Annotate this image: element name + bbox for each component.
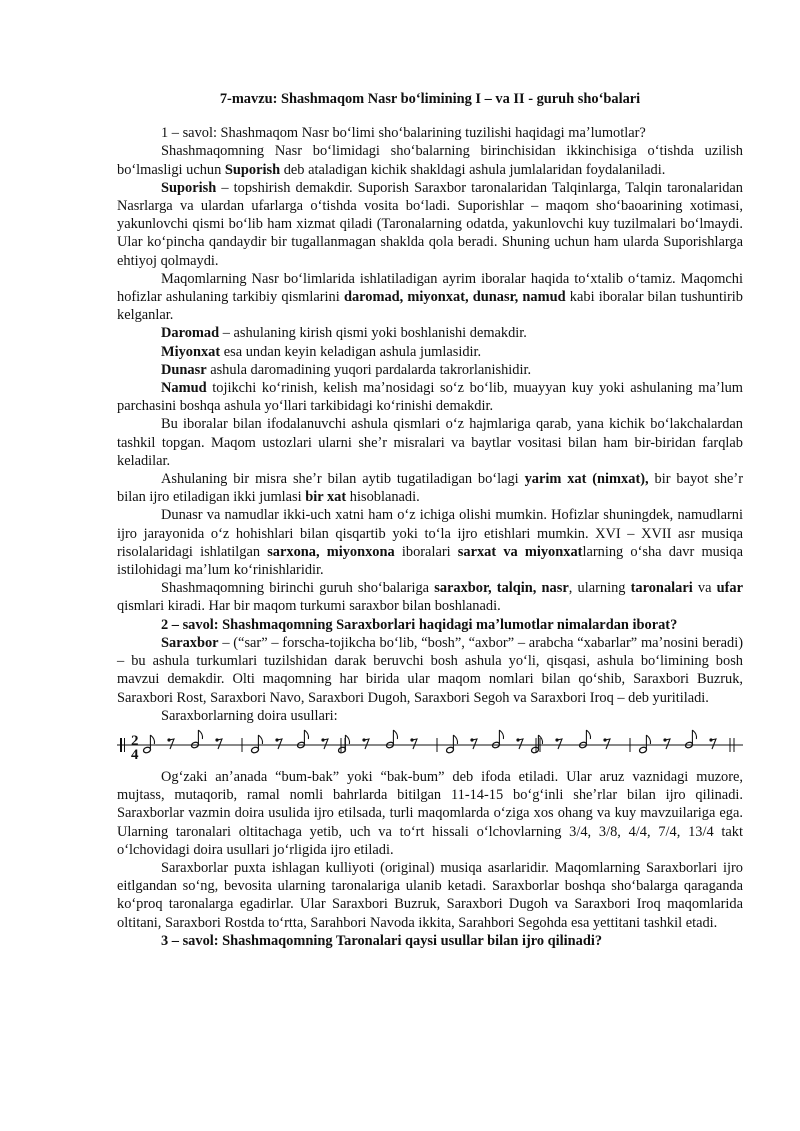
question-3: 3 – savol: Shashmaqomning Taronalari qaysi usullar bilan ijro qilinadi? bbox=[161, 932, 603, 949]
note-flag bbox=[586, 730, 590, 739]
question-2: 2 – savol: Shashmaqomning Saraxborlari haqidagi maʼlumotlar nimalardan iborat? bbox=[161, 616, 678, 633]
document-page bbox=[117, 90, 743, 950]
time-signature-bottom: 4 bbox=[131, 746, 139, 762]
note-flag bbox=[304, 730, 308, 739]
paragraph-9: Ashulaning bir misra sheʼr bilan aytib tugatiladigan boʻlagi yarim xat (nimxat), bir bayot sheʼr bilan ijro etiladigan ikki jumlasi bir xat hisoblanadi. bbox=[117, 471, 743, 506]
paragraph-namud: Namud tojikchi koʻrinish, kelish maʼnosidagi soʻz boʻlib, muayyan kuy yoki ashulaning maʼlum parchasini boshqa ashula yoʻllari tarkibidagi koʻrinishi demakdir. bbox=[117, 380, 743, 415]
question-1: 1 – savol: Shashmaqom Nasr boʻlimi shoʻbalarining tuzilishi haqidagi maʼlumotlar? bbox=[161, 125, 646, 142]
note-flag bbox=[646, 735, 650, 744]
paragraph-14: Ogʻzaki anʼanada “bum-bak” yoki “bak-bum” deb ifoda etiladi. Ular aruz vaznidagi muzore, mujtass, mutaqorib, ramal nomli bahrlarda bitilgan 11-14-15 boʻgʻinli sheʼrlar bilan ijro qilinadi. Saraxborlar vazmin doira usulida ijro etilsada, turli maqomlarda oʻziga xos ohang va kuy mavzuilariga ega. Ularning taronalari oltitachaga yetib, uch va toʻrt hissali oʻlchovlarning 3/4, 3/8, 4/4, 7/4, 13/4 takt oʻlchovidagi doira usullari joʻrligida ijro etiladi. bbox=[117, 768, 743, 858]
repeat-bar bbox=[120, 738, 122, 752]
paragraph-dunasr: Dunasr ashula daromadining yuqori pardalarda takrorlanishidir. bbox=[161, 361, 532, 378]
rhythm-marks bbox=[143, 730, 734, 754]
paragraph-10: Dunasr va namudlar ikki-uch xatni ham oʻz ichiga olishi mumkin. Hofizlar shuningdek, namudlarni ijro jarayonida oʻz hohishlari bilan qisqartib yoki toʻla ijro etishlari mumkin. XVI – XVII asr musiqa risolalaridagi ishlatilgan sarxona, miyonxona iboralari sarxat va miyonxatlarning oʻsha davr musiqa istilohidagi maʼlum koʻrinishlaridir. bbox=[117, 507, 744, 579]
note-flag bbox=[258, 735, 262, 744]
note-flag bbox=[393, 730, 397, 739]
note-flag bbox=[499, 730, 503, 739]
paragraph-miyonxat: Miyonxat esa undan keyin keladigan ashula jumlasidir. bbox=[161, 343, 482, 360]
paragraph-12: Saraxbor – (“sar” – forscha-tojikcha boʻlib, “bosh”, “axbor” – arabcha “xabarlar” maʼnosini beradi) – bu ashula turkumlari tuzilshidan darak beruvchi bosh ashula yoʻli, qisqasi, ashula boʻlimining bosh mavzui demakdir. Olti maqomning har birida ular maqom nomlari bilan qoʻshib, Saraxbori Buzruk, Saraxbori Rost, Saraxbori Navo, Saraxbori Dugoh, Saraxbori Segoh va Saraxbori Iroq – deb yuritiladi. bbox=[117, 634, 743, 706]
rhythm-notation bbox=[117, 728, 743, 762]
note-flag bbox=[453, 735, 457, 744]
paragraph-daromad: Daromad – ashulaning kirish qismi yoki boshlanishi demakdir. bbox=[161, 325, 527, 342]
rhythm-staff bbox=[117, 728, 743, 762]
paragraph-2: Suporish – topshirish demakdir. Suporish Saraxbor taronalaridan Talqinlarga, Talqin taronalaridan Nasrlarga va ulardan ufarlarga oʻtishda vosita boʻladi. Suporishlar – maqom shoʻbaoarining xotimasi, yakunlovchi qismi boʻlib ham xizmat qiladi (Taronalarning odatda, yakunlovchi kuy tuzilmalari boʻlmaydi. Ular koʻpincha qandaydir bir tugallanmagan shaklda qola beradi. Shuning uchun ham ularda Suporishlarga ehtiyoj qolmaydi. bbox=[117, 179, 743, 269]
note-flag bbox=[150, 735, 154, 744]
paragraph-13: Saraxborlarning doira usullari: bbox=[161, 707, 338, 724]
note-flag bbox=[198, 730, 202, 739]
repeat-bar bbox=[124, 738, 125, 752]
note-flag bbox=[692, 730, 696, 739]
time-signature-top: 2 bbox=[131, 732, 139, 749]
paragraph-8: Bu iboralar bilan ifodalanuvchi ashula qismlari oʻz hajmlariga qarab, yana kichik boʻlakchalardan tashkil topgan. Maqom ustozlari ularni sheʼr misralari va baytlar vositasi bilan ham bir-biridan farqlab keladilar. bbox=[117, 416, 743, 469]
page-title: 7-mavzu: Shashmaqom Nasr boʻlimining I – va II - guruh shoʻbalari bbox=[219, 91, 641, 107]
note-flag bbox=[345, 735, 349, 744]
paragraph-1: Shashmaqomning Nasr boʻlimidagi shoʻbalarning birinchisidan ikkinchisiga oʻtishda uzilish boʻlmasligi uchun Suporish deb ataladigan kichik shakldagi ashula jumlalaridan foydalaniladi. bbox=[117, 143, 743, 178]
paragraph-11: Shashmaqomning birinchi guruh shoʻbalariga saraxbor, talqin, nasr, ularning taronalari va ufar qismlari kiradi. Har bir maqom turkumi saraxbor bilan boshlanadi. bbox=[117, 580, 744, 615]
paragraph-15: Saraxborlar puxta ishlagan kulliyoti (original) musiqa asarlaridir. Maqomlarning Saraxborlari ijro eitlgandan soʻng, bevosita ularning taronalariga ulanib ketadi. Saraxborlar boshqa shoʻbalarga qaraganda koʻproq taronalarga egadirlar. Ular Saraxbori Buzruk, Saraxbori Dugoh va Saraxbori Iroq maqomlarida oltitani, Saraxbori Rostda toʻrtta, Sarahbori Navoda ikkita, Sarahbori Segohda esa yettitani tashkil etadi. bbox=[117, 859, 743, 931]
paragraph-3: Maqomlarning Nasr boʻlimlarida ishlatiladigan ayrim iboralar haqida toʻxtalib oʻtamiz. Maqomchi hofizlar ashulaning tarkibiy qismlarini daromad, miyonxat, dunasr, namud kabi iboralar bilan tushuntirib kelganlar. bbox=[117, 270, 743, 324]
